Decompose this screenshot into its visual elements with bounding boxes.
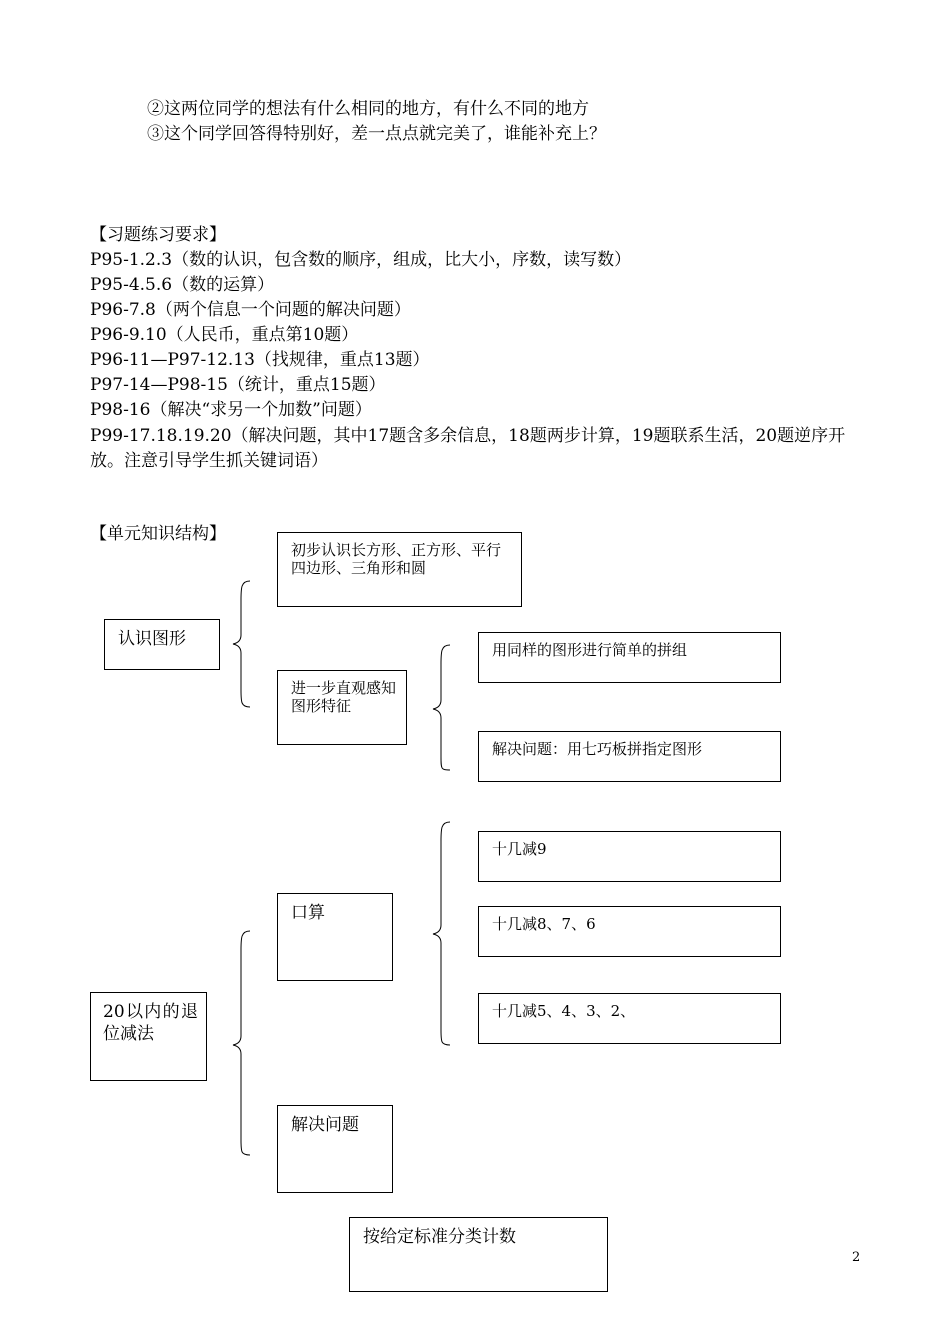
box-minus-9 — [478, 831, 781, 882]
box-label: 用同样的图形进行简单的拼组 — [492, 641, 688, 659]
exercise-heading: 【习题练习要求】 — [90, 225, 226, 245]
box-label: 按给定标准分类计数 — [363, 1227, 516, 1247]
box-label: 十几减5、4、3、2、 — [492, 1002, 636, 1020]
exercise-item: P98-16（解决“求另一个加数”问题） — [90, 400, 372, 420]
page-number: 2 — [852, 1250, 861, 1265]
structure-heading: 【单元知识结构】 — [90, 524, 226, 544]
box-sub-within-20 — [90, 992, 207, 1081]
intro-line-3: ③这个同学回答得特别好，差一点点就完美了，谁能补充上？ — [147, 124, 606, 144]
exercise-item: P95-1.2.3（数的认识，包含数的顺序，组成，比大小，序数，读写数） — [90, 250, 632, 270]
box-minus-876 — [478, 906, 781, 957]
box-label: 解决问题 — [291, 1115, 359, 1135]
box-label: 十几减8、7、6 — [492, 915, 596, 933]
exercise-item: P96-9.10（人民币，重点第10题） — [90, 325, 359, 345]
box-label: 解决问题：用七巧板拼指定图形 — [492, 740, 703, 758]
box-label: 进一步直观感知图形特征 — [291, 679, 397, 715]
box-label: 口算 — [291, 903, 325, 923]
box-label: 20以内的退位减法 — [103, 1002, 198, 1044]
exercise-item: P99-17.18.19.20（解决问题，其中17题含多余信息，18题两步计算，19题联系生活，20题逆序开放。注意引导学生抓关键词语） — [90, 426, 846, 471]
exercise-item: P96-7.8（两个信息一个问题的解决问题） — [90, 300, 411, 320]
box-label: 初步认识长方形、正方形、平行四边形、三角形和圆 — [291, 541, 502, 577]
brace-features — [433, 645, 450, 770]
box-recognize-shapes — [104, 619, 220, 670]
intro-line-2: ②这两位同学的想法有什么相同的地方，有什么不同的地方 — [147, 99, 589, 119]
box-minus-5432 — [478, 993, 781, 1044]
exercise-item: P96-11—P97-12.13（找规律，重点13题） — [90, 350, 430, 370]
box-classify-count — [349, 1217, 608, 1292]
box-solve-problems — [277, 1105, 393, 1193]
box-combine-shapes — [478, 632, 781, 683]
brace-shapes — [233, 581, 250, 707]
exercise-item: P97-14—P98-15（统计，重点15题） — [90, 375, 386, 395]
brace-oral-calc — [433, 822, 450, 1045]
box-shapes-basic — [277, 532, 522, 607]
box-oral-calc — [277, 893, 393, 981]
box-shape-features — [277, 670, 407, 745]
brace-subtraction — [233, 931, 250, 1155]
box-label: 认识图形 — [118, 629, 186, 649]
exercise-item: P95-4.5.6（数的运算） — [90, 275, 275, 295]
box-label: 十几减9 — [492, 840, 547, 858]
box-tangram — [478, 731, 781, 782]
